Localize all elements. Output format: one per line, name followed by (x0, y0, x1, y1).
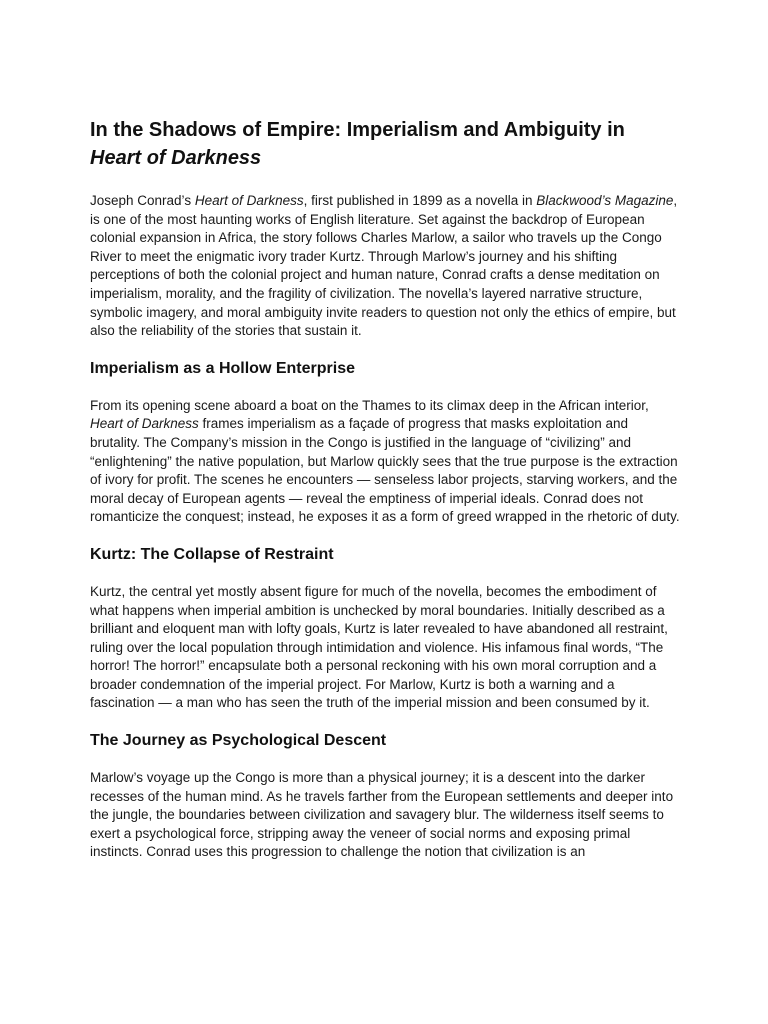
title-italic-text: Heart of Darkness (90, 147, 262, 169)
section-paragraph-imperialism (90, 397, 680, 527)
document-page (90, 116, 680, 862)
intro-magazine-title: Blackwood’s Magazine (536, 193, 674, 208)
intro-book-title: Heart of Darkness (194, 193, 304, 208)
section-paragraph-journey: Marlow’s voyage up the Congo is more than a physical journey; it is a descent into the darker recesses of the human mind. As he travels farther from the European settlements and deeper into the jungle, the boundaries between civilization and savagery blur. The wilderness itself seems to exert a psychological force, stripping away the veneer of social norms and exposing primal instincts. Conrad uses this progression to challenge the notion that civilization is an (90, 770, 674, 860)
intro-text-2: , first published in 1899 as a novella in (303, 193, 537, 208)
section-paragraph-kurtz: Kurtz, the central yet mostly absent figure for much of the novella, becomes the embodiment of what happens when imperial ambition is unchecked by moral boundaries. Initially described as a brilliant and eloquent man with lofty goals, Kurtz is later revealed to have abandoned all restraint, ruling over the local population through intimidation and violence. His infamous final words, “The horror! The horror!” encapsulate both a personal reckoning with his own moral corruption and a broader condemnation of the imperial project. For Marlow, Kurtz is both a warning and a fascination — a man who has seen the truth of the imperial mission and been consumed by it. (90, 583, 668, 711)
section-heading-kurtz: Kurtz: The Collapse of Restraint (90, 545, 334, 563)
document-title (90, 116, 680, 172)
imperialism-text-1: From its opening scene aboard a boat on the Thames to its climax deep in the African interior, (90, 397, 649, 413)
intro-paragraph (90, 192, 680, 341)
section-heading-journey: The Journey as Psychological Descent (90, 732, 387, 750)
imperialism-book-title: Heart of Darkness (90, 416, 199, 432)
imperialism-text-2: frames imperialism as a façade of progress that masks exploitation and brutality. The Company’s mission in the Congo is justified in the language of “civilizing” and “enlightening” the native population, but Marlow quickly sees that the true purpose is the extraction of ivory for profit. The scenes he encounters — senseless labor projects, starving workers, and the moral decay of European agents — reveal the emptiness of imperial ideals. Conrad does not romanticize the conquest; instead, he exposes it as a form of greed wrapped in the rhetoric of duty. (90, 416, 680, 525)
intro-text-3: , is one of the most haunting works of English literature. Set against the backdrop of European colonial expansion in Africa, the story follows Charles Marlow, a sailor who travels up the Congo River to meet the enigmatic ivory trader Kurtz. Through Marlow’s journey and his shifting perceptions of both the colonial project and human nature, Conrad crafts a dense meditation on imperialism, morality, and the fragility of civilization. The novella’s layered narrative structure, symbolic imagery, and moral ambiguity invite readers to question not only the ethics of empire, but also the reliability of the stories that sustain it. (90, 193, 678, 339)
intro-text-1: Joseph Conrad’s (90, 193, 195, 208)
section-heading-imperialism: Imperialism as a Hollow Enterprise (90, 359, 355, 377)
title-main-text: In the Shadows of Empire: Imperialism and Ambiguity in (90, 119, 625, 141)
